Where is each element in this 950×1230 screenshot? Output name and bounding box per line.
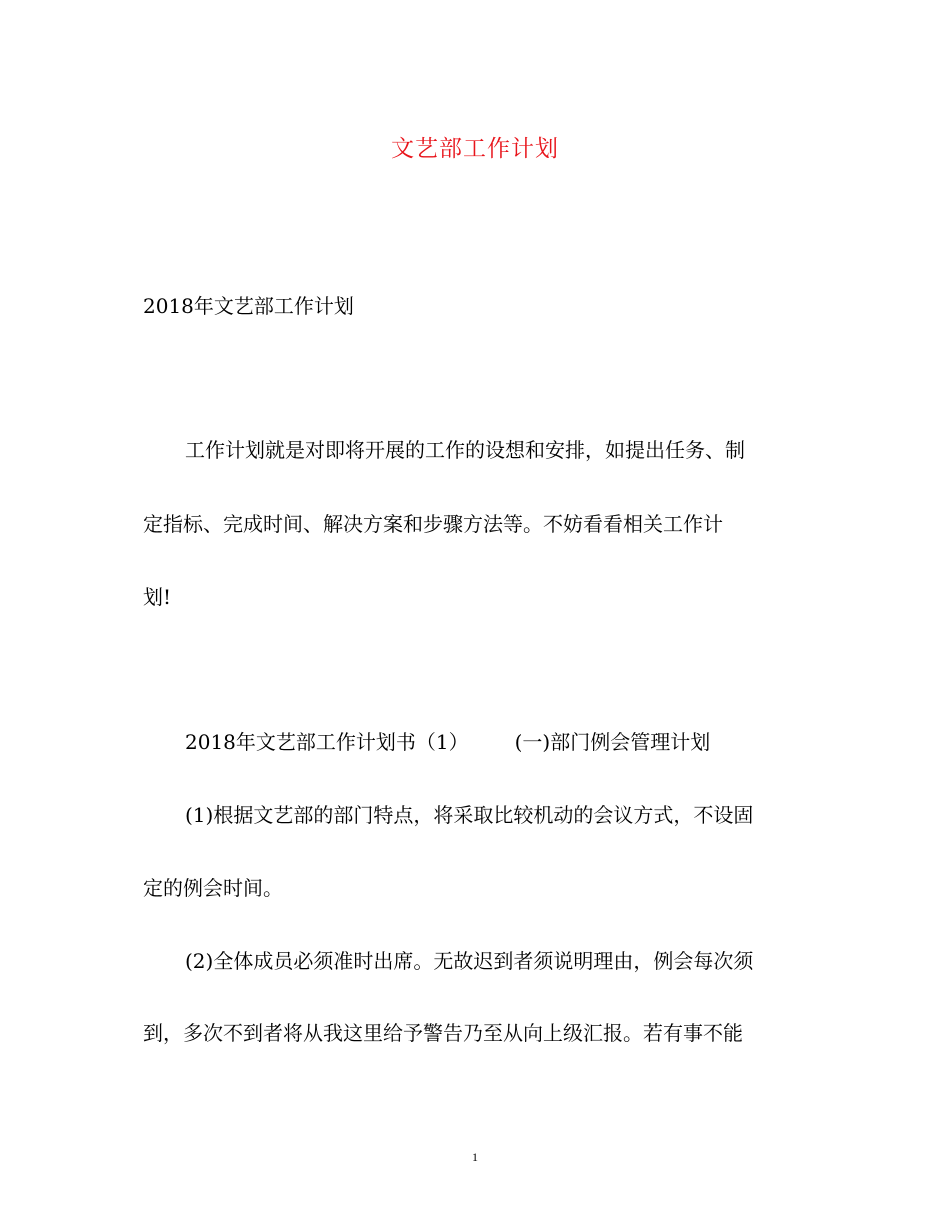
item-2-line-2: 到，多次不到者将从我这里给予警告乃至从向上级汇报。若有事不能	[143, 1021, 743, 1045]
page-number: 1	[472, 1150, 478, 1164]
section-heading-plan-title: 2018年文艺部工作计划书（1）	[185, 730, 469, 754]
intro-line-3: 划!	[143, 585, 172, 609]
item-1-line-1: (1)根据文艺部的部门特点，将采取比较机动的会议方式，不设固	[185, 803, 754, 827]
item-1-line-2: 定的例会时间。	[143, 876, 283, 900]
section-heading-meeting-plan: (一)部门例会管理计划	[514, 730, 711, 754]
document-subtitle: 2018年文艺部工作计划	[143, 294, 354, 318]
intro-line-2: 定指标、完成时间、解决方案和步骤方法等。不妨看看相关工作计	[143, 512, 723, 536]
intro-line-1: 工作计划就是对即将开展的工作的设想和安排，如提出任务、制	[185, 438, 745, 462]
document-title: 文艺部工作计划	[391, 136, 559, 162]
item-2-line-1: (2)全体成员必须准时出席。无故迟到者须说明理由，例会每次须	[185, 949, 754, 973]
section-heading	[185, 727, 710, 757]
